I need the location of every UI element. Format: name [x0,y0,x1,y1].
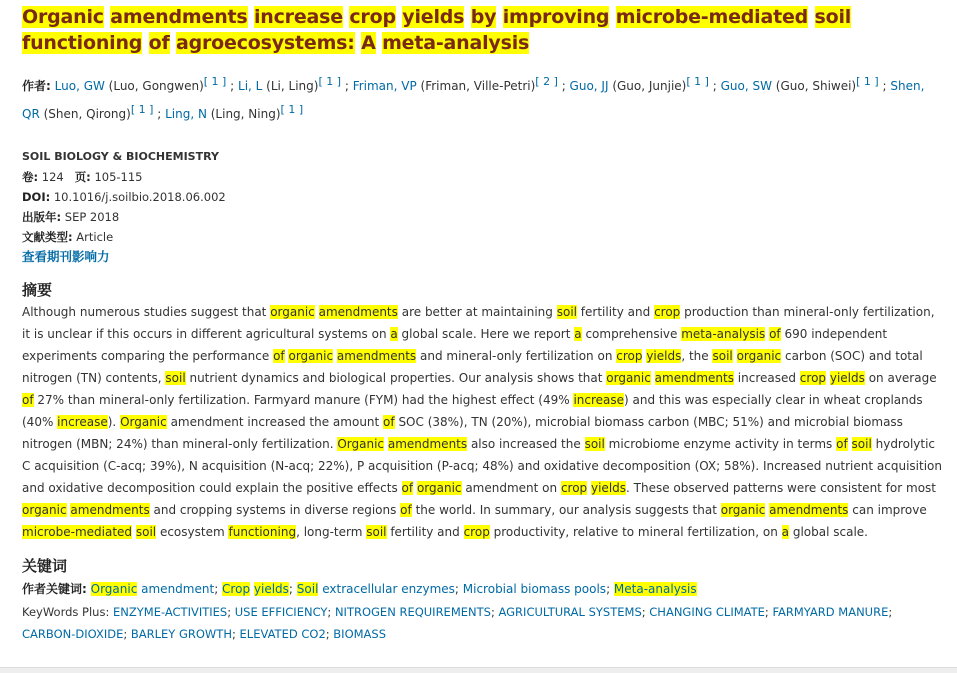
highlighted-term: organic [288,349,334,363]
highlighted-term: yields [591,481,627,495]
affiliation-ref-link[interactable]: [ 2 ] [535,75,558,88]
author-keyword-link[interactable]: Microbial biomass pools [462,582,607,596]
highlighted-term: increase [573,393,625,407]
highlighted-term: amendments [654,371,734,385]
author-link[interactable]: Luo, GW [54,79,105,93]
highlighted-term: amendments [70,503,150,517]
keyword-plus-link[interactable]: NITROGEN REQUIREMENTS [334,605,491,619]
highlighted-term: of [273,349,285,363]
keywords-heading: 关键词 [22,557,68,575]
highlighted-term: of [400,503,412,517]
affiliation-ref-link[interactable]: [ 1 ] [280,103,304,116]
keyword-plus-link[interactable]: CARBON-DIOXIDE [22,627,124,641]
bottom-divider [0,667,957,673]
title-word: Organic [22,6,104,28]
doctype-label: 文献类型: [22,230,73,244]
author-keyword-link[interactable] [614,582,697,596]
highlighted-term: of [401,481,414,495]
pages-label: 页: [74,170,91,184]
highlighted-term: organic [416,481,462,495]
record-page [22,4,940,645]
title-word: yields [402,6,465,28]
highlighted-term: crop [654,305,681,319]
affiliation-ref-link[interactable]: [ 1 ] [130,103,154,116]
author-link[interactable]: Li, L [238,79,263,93]
title-word: amendments [110,6,248,28]
highlighted-term: increase [57,415,108,429]
highlighted-term: yields [646,349,682,363]
pages-value: 105-115 [94,170,143,184]
doi-label: DOI: [22,190,51,204]
author-keywords-list[interactable]: Organic amendment; Crop yields; Soil extracellular enzymes; Microbial biomass pools; Meta-analysis [90,582,697,596]
keywords-plus-label: KeyWords Plus: [22,605,110,619]
highlighted-term: soil [366,525,387,539]
volume-pages [22,167,940,187]
journal-name: SOIL BIOLOGY & BIOCHEMISTRY [22,150,219,163]
highlighted-term: soil [584,437,605,451]
article-title [22,4,940,56]
keyword-plus-link[interactable]: ELEVATED CO2 [239,627,326,641]
title-word: by [470,6,497,28]
highlighted-term: Organic [90,582,138,596]
authors-label: 作者: [22,79,51,93]
author-link[interactable]: Shen, QR [22,79,925,121]
pubyear-row [22,207,940,227]
abstract-text: Although numerous studies suggest that organic amendments are better at maintaining soil fertility and crop production than mineral-only fertilization, it is unclear if this occurs in different agricultural systems on a global scale. Here we report a comprehensive meta-analysis of 690 independent experiments comparing the performance of organic amendments and mineral-only fertilization on crop yields, the soil organic carbon (SOC) and total nitrogen (TN) contents, soil nutrient dynamics and biological properties. Our analysis shows that organic amendments increased crop yields on average of 27% than mineral-only fertilization. Farmyard manure (FYM) had the highest effect (49% increase) and this was especially clear in wheat croplands (40% increase). Organic amendment increased the amount of SOC (38%), TN (20%), microbial biomass carbon (MBC; 51%) and microbial biomass nitrogen (MBN; 24%) than mineral-only fertilization. Organic amendments also increased the soil microbiome enzyme activity in terms of soil hydrolytic C acquisition (C-acq; 39%), N acquisition (N-acq; 22%), P acquisition (P-acq; 48%) and oxidative decomposition (OX; 58%). Increased nutrient acquisition and oxidative decomposition could explain the positive effects of organic amendment on crop yields. These observed patterns were consistent for most organic amendments and cropping systems in diverse regions of the world. In summary, our analysis suggests that organic amendments can improve microbe-mediated soil ecosystem functioning, long-term soil fertility and crop productivity, relative to mineral fertilization, on a global scale. [22,305,942,539]
highlighted-term: soil [135,525,157,539]
title-word: meta-analysis [382,32,530,54]
title-word: functioning [22,32,143,54]
highlighted-term: yields [829,371,865,385]
highlighted-term: of [769,327,781,341]
highlighted-term: crop [463,525,490,539]
keyword-plus-link[interactable]: FARMYARD MANURE [772,605,889,619]
keywords-plus-list: ENZYME-ACTIVITIES; USE EFFICIENCY; NITROGEN REQUIREMENTS; AGRICULTURAL SYSTEMS; CHANGING CLIMATE; FARMYARD MANURE; CARBON-DIOXIDE; BARLEY GROWTH; ELEVATED CO2; BIOMASS [22,605,893,641]
authors-line: 作者: Luo, GW (Luo, Gongwen)[ 1 ] ; Li, L (Li, Ling)[ 1 ] ; Friman, VP (Friman, Ville-Petri)[ 2 ] ; Guo, JJ (Guo, Junjie)[ 1 ] ; Guo, SW (Guo, Shiwei)[ 1 ] ; Shen, QR (Shen, Qirong)[ 1 ] ; Ling, N (Ling, Ning)[ 1 ] [22,75,925,121]
author-keywords-label: 作者关键词: [22,582,87,596]
highlighted-term: amendments [318,305,398,319]
doi-value[interactable]: 10.1016/j.soilbio.2018.06.002 [53,190,226,204]
keyword-plus-link[interactable]: BARLEY GROWTH [130,627,232,641]
pubyear-label: 出版年: [22,210,62,224]
abstract-heading: 摘要 [22,281,53,299]
highlighted-term: of [836,437,848,451]
title-word: of [148,32,170,54]
highlighted-term: amendments [336,349,417,363]
highlighted-term: yields [253,582,289,596]
highlighted-term: microbe-mediated [22,525,133,539]
title-word: increase [253,6,343,28]
keywords-plus [22,601,940,645]
doctype-row [22,227,940,247]
highlighted-term: a [781,525,790,539]
doi-row [22,187,940,207]
highlighted-term: Crop [222,582,251,596]
highlighted-term: crop [560,481,588,495]
keyword-plus-link[interactable]: CHANGING CLIMATE [649,605,765,619]
title-word: A [361,32,376,54]
title-word: improving [502,6,610,28]
author-link[interactable]: Guo, JJ [569,79,609,93]
title-word: agroecosystems: [175,32,355,54]
highlighted-term: crop [799,371,827,385]
highlighted-term: soil [712,349,733,363]
highlighted-term: Organic [337,437,385,451]
volume-label: 卷: [22,170,39,184]
highlighted-term: organic [270,305,315,319]
highlighted-term: of [383,415,395,429]
author-keyword-link[interactable] [222,582,289,596]
highlighted-term: soil [851,437,872,451]
author-link[interactable]: Guo, SW [720,79,772,93]
highlighted-term: amendments [769,503,849,517]
highlighted-term: organic [606,371,651,385]
author-link[interactable]: Friman, VP [352,79,417,93]
highlighted-term: Soil [296,582,319,596]
highlighted-term: crop [616,349,643,363]
highlighted-term: organic [22,503,67,517]
highlighted-term: of [22,393,34,407]
highlighted-term: a [390,327,398,341]
title-word: microbe-mediated [615,6,809,28]
title-word: soil [814,6,852,28]
affiliation-ref-link[interactable]: [ 1 ] [203,75,227,88]
highlighted-term: soil [165,371,186,385]
affiliation-ref-link[interactable]: [ 1 ] [686,75,709,88]
affiliation-ref-link[interactable]: [ 1 ] [318,75,342,88]
highlighted-term: meta-analysis [681,327,766,341]
affiliation-ref-link[interactable]: [ 1 ] [856,75,879,88]
author-link[interactable]: Ling, N [165,107,207,121]
volume-value: 124 [41,170,64,184]
highlighted-term: soil [556,305,577,319]
highlighted-term: a [574,327,582,341]
keyword-plus-link[interactable]: AGRICULTURAL SYSTEMS [498,605,642,619]
doctype-value: Article [76,230,114,244]
keyword-plus-link[interactable]: USE EFFICIENCY [234,605,328,619]
highlighted-term: Meta-analysis [613,582,697,596]
highlighted-term: functioning [228,525,297,539]
keyword-plus-link[interactable]: BIOMASS [333,627,387,641]
pubyear-value: SEP 2018 [64,210,120,224]
journal-impact-link[interactable]: 查看期刊影响力 [22,249,110,264]
highlighted-term: organic [720,503,766,517]
source-info [22,147,940,267]
keyword-plus-link[interactable]: ENZYME-ACTIVITIES [113,605,228,619]
author-keywords [22,577,940,601]
author-keyword-link[interactable]: Organic amendment [90,582,215,596]
author-keyword-link[interactable]: Soil extracellular enzymes [296,582,455,596]
highlighted-term: organic [736,349,782,363]
title-word: crop [349,6,396,28]
highlighted-term: Organic [120,415,167,429]
highlighted-term: amendments [387,437,468,451]
